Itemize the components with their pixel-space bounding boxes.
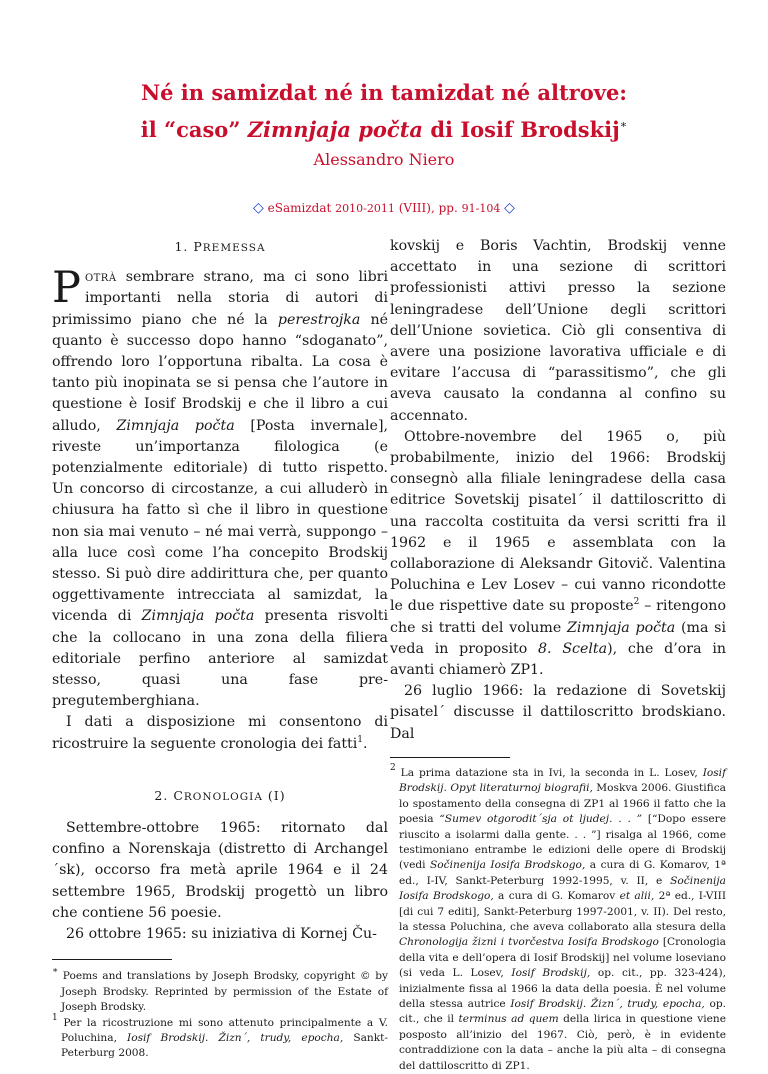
journal-volume: (VIII), pp. (398, 201, 458, 215)
paragraph-dati: I dati a disposizione mi consentono di ricostruire la seguente cronologia dei fatti$^1$. (52, 714, 388, 752)
section-heading-1: 1. PREMESSA (174, 239, 266, 254)
title-footnote-mark: ∗ (619, 118, 628, 131)
author-name: Alessandro Niero (313, 150, 455, 169)
footnote-ref-1: 1 (357, 734, 364, 745)
paragraph-kovskij: kovskij e Boris Vachtin, Brodskij venne accettato in una sezione di scrittori professionisti attivi presso la sezione leningradese dell’Unione degli scrittori dell’Unione sovietica. Ciò gli consentiva di avere una posizione lavorativa ufficiale e di evitare l’accusa di “parassitismo”, che gli aveva causato la condanna al confino su accennato. (390, 238, 726, 424)
right-column (390, 236, 726, 1074)
paragraph-ottobre-novembre: Ottobre-novembre del 1965 o, più probabilmente, inizio del 1966: Brodskij consegnò alla filiale leningradese della casa editrice Sovetskij pisatel´ il dattiloscritto di una raccolta costituita da versi scritti fra il 1962 e il 1965 e assemblata con la collaborazione di Aleksandr Gitovič. Valentina Poluchina e Lev Losev – cui vanno ricondotte le due rispettive date su proposte$^2$ – ritengono che si tratti del volume Zimnjaja počta (ma si veda in proposito 8. Scelta), che d’ora in avanti chiamerò ZP1. (390, 428, 726, 679)
footnote-2: $^2$ La prima datazione sta in Ivi, la seconda in L. Losev, Iosif Brodskij. Opyt literaturnoj biografii, Moskva 2006. Giustifica lo spostamento della consegna di ZP1 al 1966 il fatto che la poesia “Sumev otgorodit´sja ot ljudej. . . ” [“Dopo essere riuscito a isolarmi dalla gente. . . ”] risalga al 1966, come testimoniano entrambe le edizioni delle opere di Brodskij (vedi Sočinenija Iosifa Brodskogo, a cura di G. Komarov, 1ª ed., I-IV, Sankt-Peterburg 1992-1995, v. II, e Sočinenija Iosifa Brodskogo, a cura di G. Komarov et alii, 2ª ed., I-VIII [di cui 7 editi], Sankt-Peterburg 1997-2001, v. II). Del resto, la stessa Poluchina, che aveva collaborato alla stesura della Chronologija žizni i tvorčestva Iosifa Brodskogo [Cronologia della vita e dell’opera di Iosif Brodskij] nel volume loseviano (si veda L. Losev, Iosif Brodskij, op. cit., pp. 323-424), inizialmente fissa al 1966 la data della poesia. È nel volume della stessa autrice Iosif Brodskij. Žizn´, trudy, epocha, op. cit., che il terminus ad quem della lirica in questione viene posposto all’inizio del 1967. Ciò, però, è in evidente contraddizione con la data – anche la più alta – di consegna del dattiloscritto di ZP1. (390, 762, 727, 1072)
footnote-1: $^1$ Per la ricostruzione mi sono attenuto principalmente a V. Poluchina, Iosif Brodskij. Žizn´, trudy, epocha, Sankt-Peterburg 2008. (52, 1012, 388, 1060)
source-line (0, 200, 768, 216)
paragraph-settembre: Settembre-ottobre 1965: ritornato dal confino a Norenskaja (distretto di Archangel´sk), occorso fra metà aprile 1964 e il 24 settembre 1965, Brodskij progettò un libro che contiene 56 poesie. (52, 820, 388, 921)
footnote-ref-2: 2 (633, 597, 640, 608)
footnote-star: ∗ Poems and translations by Joseph Brodsky, copyright © by Joseph Brodsky. Reprinted by permission of the Estate of Joseph Brodsky. (52, 966, 388, 1014)
diamond-left-icon: ◇ (253, 200, 264, 216)
title-work-name: Zimnjaja počta (247, 117, 424, 142)
title-line-2-pre: il “caso” (140, 117, 248, 142)
left-column (52, 236, 388, 1062)
section-heading-2: 2. CRONOLOGIA (I) (154, 787, 286, 803)
drop-cap: P (52, 263, 81, 314)
title-line-2-post: di Iosif Brodskij (423, 117, 620, 142)
title-line-2 (0, 111, 768, 148)
paper-title (0, 74, 768, 148)
journal-years: 2010-2011 (335, 202, 395, 215)
journal-name: eSamizdat (267, 201, 332, 215)
paragraph-premessa: Potrà sembrare strano, ma ci sono libri importanti nella storia di autori di primissimo piano che né la perestrojka né quanto è successo dopo hanno “sdoganato”, offrendo loro l’opportuna ribalta. La cosa è tanto più inopinata se si pensa che l’autore in questione è Iosif Brodskij e che il libro a cui alludo, Zimnjaja počta [Posta invernale], riveste un’importanza filologica (e potenzialmente editoriale) di tutto rispetto. Un concorso di circostanze, a cui alluderò in chiusura ha fatto sì che il libro in questione non sia mai venuto – né mai verrà, suppongo – alla luce così come l’ha concepito Brodskij stesso. Si può dire addirittura che, per quanto oggettivamente intrecciata al samizdat, la vicenda di Zimnjaja počta presenta risvolti che la collocano in una zona della filiera editoriale perfino anteriore al samizdat stesso, quasi una fase pre-pregutemberghiana. (52, 263, 388, 710)
diamond-right-icon: ◇ (504, 200, 515, 216)
paragraph-26-luglio: 26 luglio 1966: la redazione di Sovetskij pisatel´ discusse il dattiloscritto brodskiano. Dal (390, 683, 726, 742)
journal-pages: 91-104 (461, 202, 501, 215)
title-line-1: Né in samizdat né in tamizdat né altrove: (140, 80, 628, 105)
paragraph-26-ottobre: 26 ottobre 1965: su iniziativa di Kornej Ču- (66, 926, 377, 943)
